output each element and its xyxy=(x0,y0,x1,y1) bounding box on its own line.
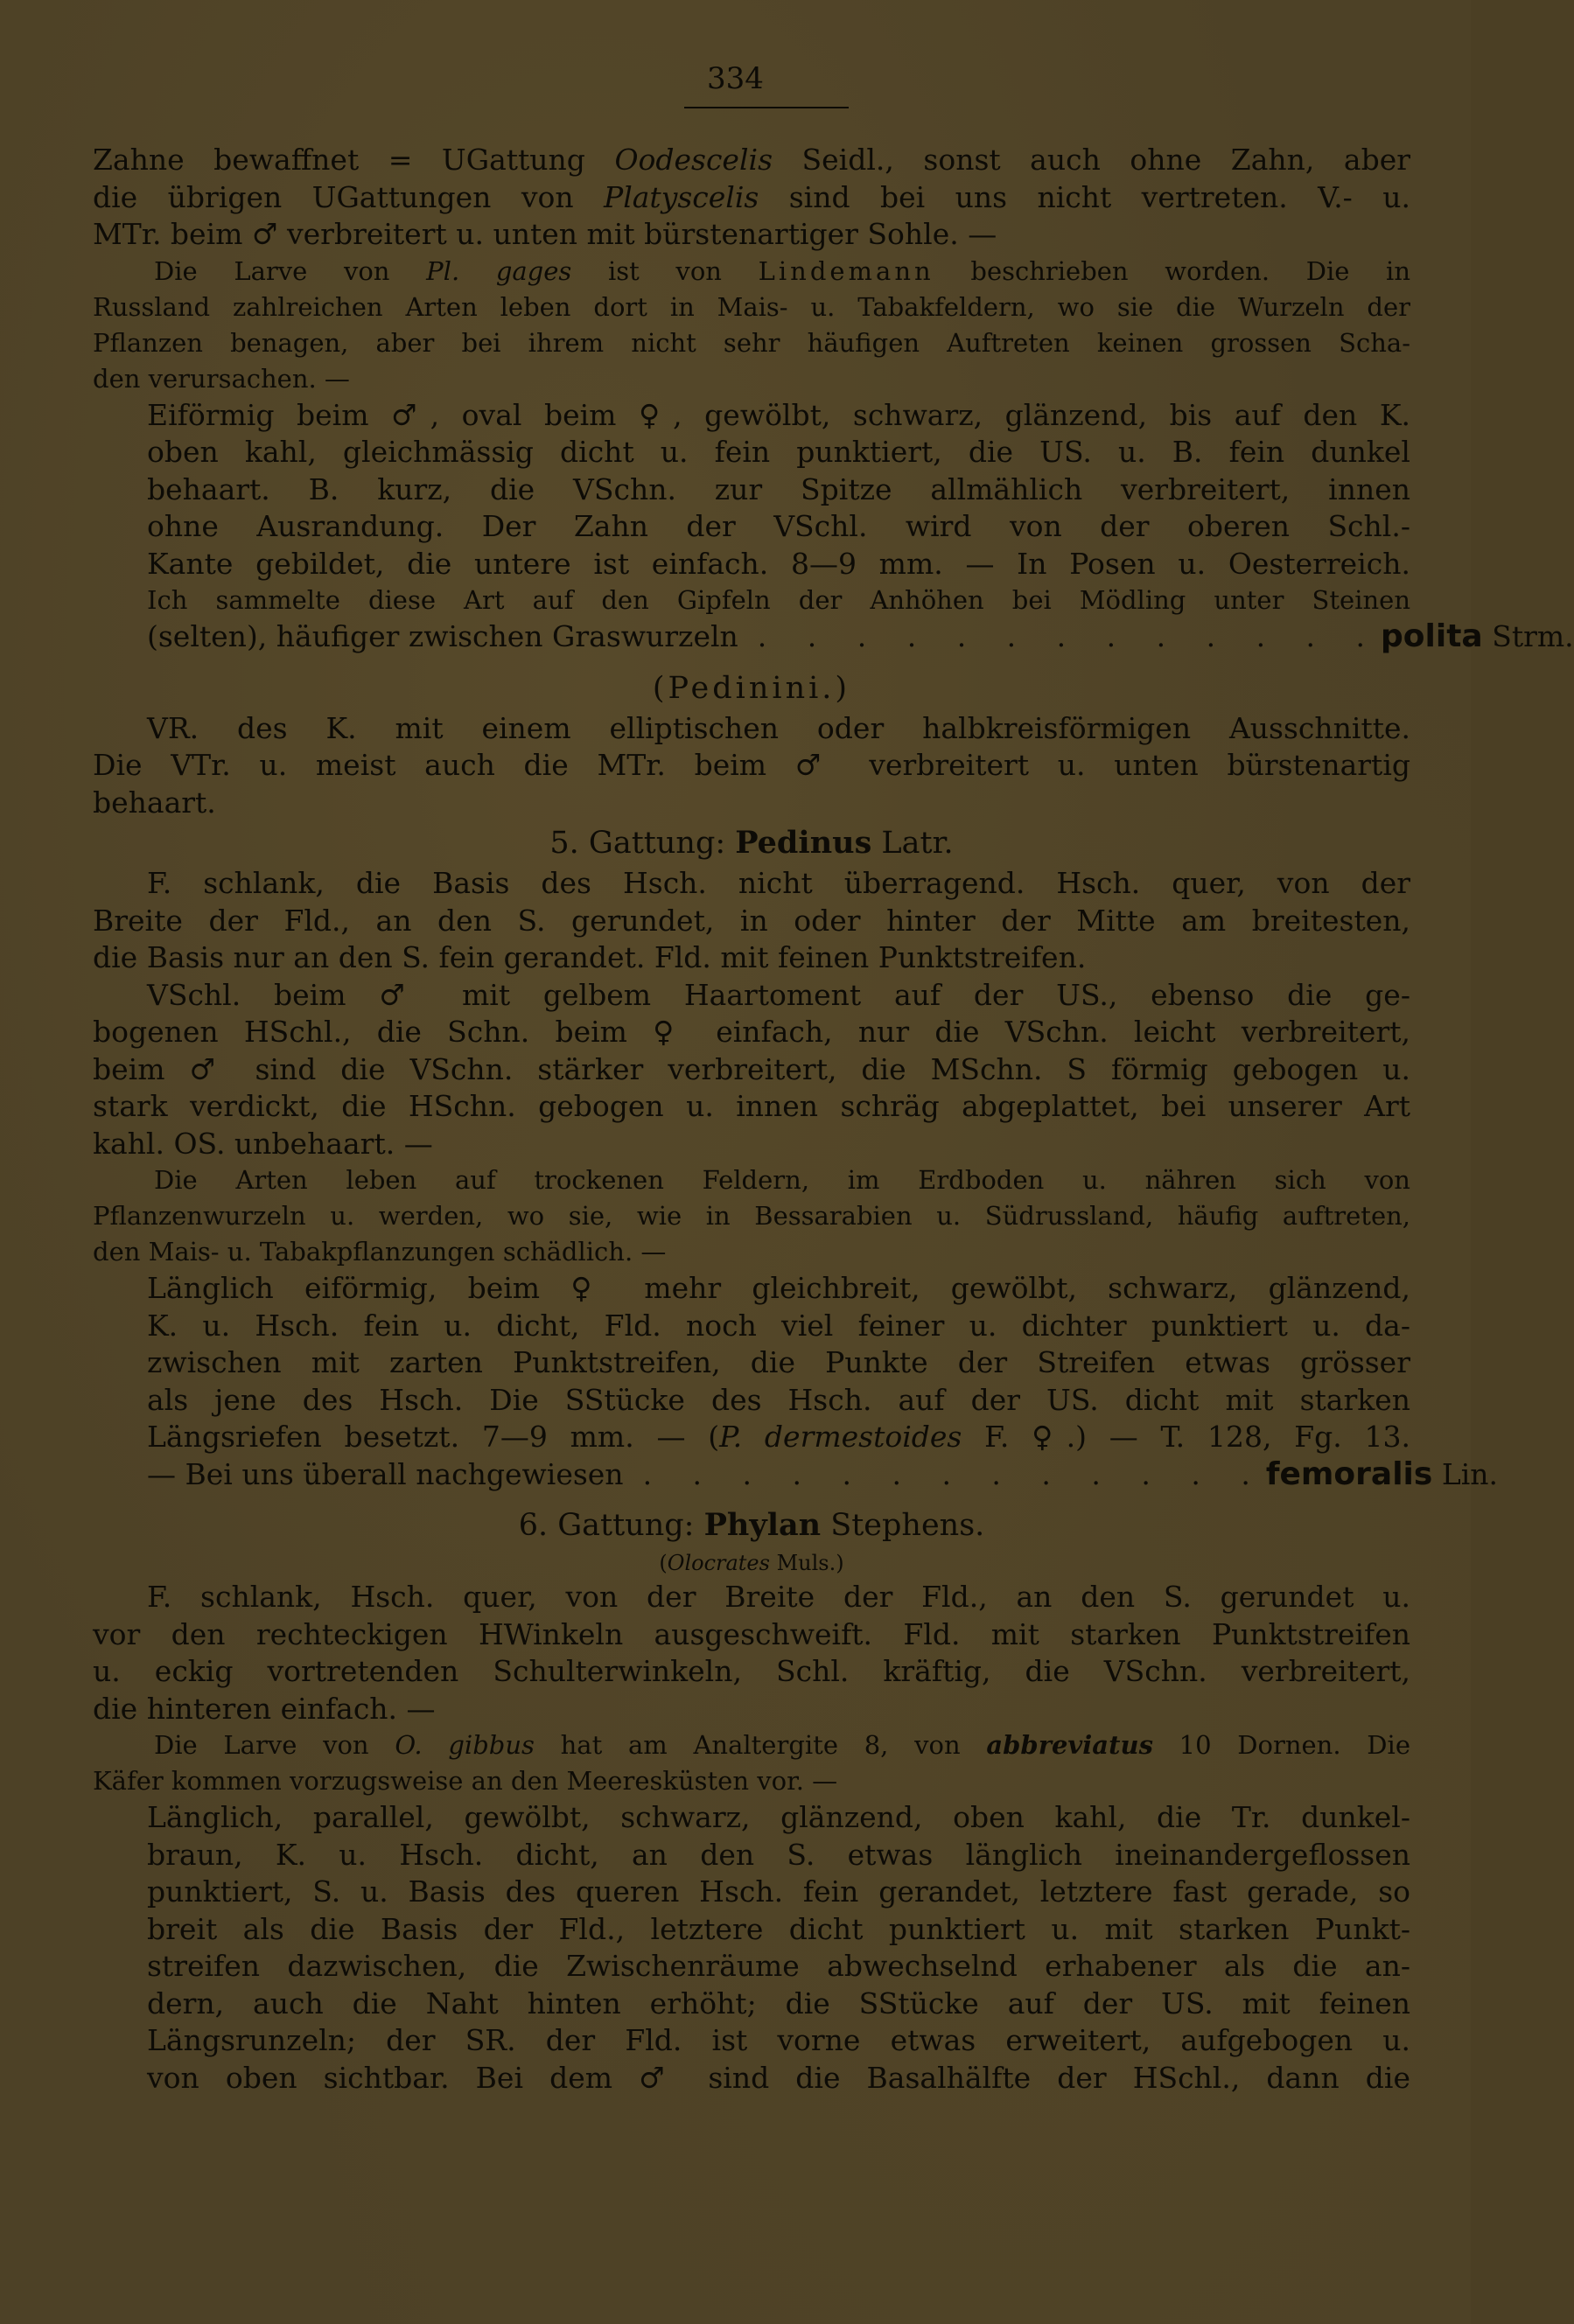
text-line: u. eckig vortretenden Schulterwinkeln, Schl. kräftig, die VSchn. verbreitert, xyxy=(93,1654,1410,1688)
text-run: die übrigen UGattungen von xyxy=(93,179,604,214)
text-line xyxy=(93,1419,1410,1456)
text-line: behaart. xyxy=(93,785,216,820)
note-line: den verursachen. — xyxy=(93,363,350,394)
text-line: die hinteren einfach. — xyxy=(93,1691,436,1726)
text-line: F. schlank, Hsch. quer, von der Breite der Fld., an den S. gerundet u. xyxy=(147,1580,1410,1614)
text-line: von oben sichtbar. Bei dem ♂ sind die Basalhälfte der HSchl., dann die xyxy=(147,2060,1410,2095)
page-number: 334 xyxy=(707,61,764,96)
species-author: Strm. xyxy=(1492,619,1574,653)
note-line: Käfer kommen vorzugsweise an den Meeresküsten vor. — xyxy=(93,1766,838,1796)
text-run: (selten), häufiger zwischen Graswurzeln xyxy=(147,619,738,653)
text-line: bogenen HSchl., die Schn. beim ♀ einfach, nur die VSchn. leicht verbreitert, xyxy=(93,1015,1410,1049)
text-line: dern, auch die Naht hinten erhöht; die SStücke auf der US. mit feinen xyxy=(147,1986,1410,2020)
text-line: kahl. OS. unbehaart. — xyxy=(93,1126,433,1161)
genus-name: Phylan xyxy=(703,1507,822,1543)
species-synonym: P. dermestoides xyxy=(719,1420,962,1454)
text-line: als jene des Hsch. Die SStücke des Hsch. auf der US. dicht mit starken xyxy=(147,1382,1410,1417)
species-name: O. gibbus xyxy=(395,1730,535,1760)
text-run: 6. Gattung: xyxy=(518,1508,704,1543)
text-run: Längsriefen besetzt. 7—9 mm. — ( xyxy=(147,1420,720,1454)
text-line: Länglich eiförmig, beim ♀ mehr gleichbreit, gewölbt, schwarz, glänzend, xyxy=(147,1271,1410,1305)
text-line: die Basis nur an den S. fein gerandet. Fld. mit feinen Punktstreifen. xyxy=(93,940,1087,974)
text-run: sind bei uns nicht vertreten. V.- u. xyxy=(759,179,1410,214)
text-line: beim ♂ sind die VSchn. stärker verbreitert, die MSchn. S förmig gebogen u. xyxy=(93,1051,1410,1086)
genus-name: Oodescelis xyxy=(614,143,773,177)
text-line: F. schlank, die Basis des Hsch. nicht überragend. Hsch. quer, von der xyxy=(147,866,1410,900)
header-rule xyxy=(684,107,849,108)
genus-name: Platyscelis xyxy=(604,179,759,214)
text-line: VSchl. beim ♂ mit gelbem Haartoment auf der US., ebenso die ge- xyxy=(147,977,1410,1012)
text-run: Muls.) xyxy=(769,1551,844,1575)
text-run: F. ♀.) — T. 128, Fg. 13. xyxy=(962,1420,1410,1454)
text-line: K. u. Hsch. fein u. dicht, Fld. noch viel feiner u. dichter punktiert u. da- xyxy=(147,1308,1410,1343)
text-run: hat am Analtergite 8, von xyxy=(534,1730,987,1760)
tribe-heading: (Pedinini.) xyxy=(652,670,851,706)
text-run: Die Larve von xyxy=(154,255,427,286)
genus-heading xyxy=(93,1504,1410,1547)
text-run: Seidl., sonst auch ohne Zahn, aber xyxy=(773,143,1410,177)
text-line: Kante gebildet, die untere ist einfach. 8—9 mm. — In Posen u. Oesterreich. xyxy=(147,546,1410,581)
text-line: stark verdickt, die HSchn. gebogen u. innen schräg abgeplattet, bei unserer Art xyxy=(93,1089,1410,1123)
note-line: den Mais- u. Tabakpflanzungen schädlich. — xyxy=(93,1237,667,1267)
text-line: braun, K. u. Hsch. dicht, an den S. etwas länglich ineinandergeflossen xyxy=(147,1837,1410,1872)
text-run: ist von xyxy=(571,255,759,286)
note-line: Die Arten leben auf trockenen Feldern, im Erdboden u. nähren sich von xyxy=(154,1165,1410,1195)
species-name: Pl. gages xyxy=(426,255,572,286)
text-line: Breite der Fld., an den S. gerundet, in oder hinter der Mitte am breitesten, xyxy=(93,903,1410,938)
species-line xyxy=(93,618,1574,656)
dot-leader: . . . . . . . . . . . . . xyxy=(642,1456,1266,1491)
species-name: abbreviatus xyxy=(986,1730,1153,1760)
text-run: Latr. xyxy=(871,826,954,861)
note-line xyxy=(93,254,1410,290)
note-line: Pflanzenwurzeln u. werden, wo sie, wie in Bessarabien u. Südrussland, häufig auftreten, xyxy=(93,1201,1410,1231)
text-run: — Bei uns überall nachgewiesen xyxy=(147,1456,624,1491)
text-line: breit als die Basis der Fld., letztere dicht punktiert u. mit starken Punkt- xyxy=(147,1911,1410,1946)
text-line: MTr. beim ♂ verbreitert u. unten mit bürstenartiger Sohle. — xyxy=(93,217,997,251)
text-line: zwischen mit zarten Punktstreifen, die Punkte der Streifen etwas grösser xyxy=(147,1345,1410,1379)
text-run: beschrieben worden. Die in xyxy=(934,255,1411,286)
note-line: Pflanzen benagen, aber bei ihrem nicht sehr häufigen Auftreten keinen grossen Scha- xyxy=(93,327,1410,358)
text-line: Die VTr. u. meist auch die MTr. beim ♂ verbreitert u. unten bürstenartig xyxy=(93,748,1410,782)
text-line: vor den rechteckigen HWinkeln ausgeschweift. Fld. mit starken Punktstreifen xyxy=(93,1616,1410,1651)
text-line: Eiförmig beim ♂, oval beim ♀, gewölbt, schwarz, glänzend, bis auf den K. xyxy=(147,397,1410,432)
text-line: Ich sammelte diese Art auf den Gipfeln der Anhöhen bei Mödling unter Steinen xyxy=(147,585,1410,615)
genus-name: Pedinus xyxy=(735,825,872,861)
text-run: Stephens. xyxy=(821,1508,985,1543)
text-line: Längsrunzeln; der SR. der Fld. ist vorne etwas erweitert, aufgebogen u. xyxy=(147,2023,1410,2057)
page-body xyxy=(93,142,1574,2097)
text-line: behaart. B. kurz, die VSchn. zur Spitze allmählich verbreitert, innen xyxy=(147,471,1410,506)
text-line: ohne Ausrandung. Der Zahn der VSchl. wird von der oberen Schl.- xyxy=(147,509,1410,543)
text-line: VR. des K. mit einem elliptischen oder halbkreisförmigen Ausschnitte. xyxy=(147,710,1410,745)
genus-synonym xyxy=(93,1547,1410,1579)
text-run: Zahne bewaffnet = UGattung xyxy=(93,143,615,177)
text-line: Länglich, parallel, gewölbt, schwarz, glänzend, oben kahl, die Tr. dunkel- xyxy=(147,1800,1410,1834)
text-run: Die Larve von xyxy=(154,1730,395,1760)
text-line: oben kahl, gleichmässig dicht u. fein punktiert, die US. u. B. fein dunkel xyxy=(147,435,1410,469)
species-line xyxy=(93,1455,1499,1494)
text-run: 5. Gattung: xyxy=(549,826,736,861)
genus-name: Olocrates xyxy=(667,1551,770,1575)
genus-heading xyxy=(93,821,1410,865)
text-line xyxy=(93,179,1410,217)
species-name: polita xyxy=(1381,618,1483,654)
dot-leader: . . . . . . . . . . . . . xyxy=(757,619,1382,653)
species-name: femoralis xyxy=(1265,1455,1433,1492)
text-run: 10 Dornen. Die xyxy=(1152,1730,1410,1760)
note-line: Russland zahlreichen Arten leben dort in Mais- u. Tabakfeldern, wo sie die Wurzeln der xyxy=(93,291,1410,322)
text-line xyxy=(93,142,1410,179)
text-line: punktiert, S. u. Basis des queren Hsch. fein gerandet, letztere fast gerade, so xyxy=(147,1874,1410,1909)
species-author: Lin. xyxy=(1441,1456,1499,1491)
text-line: streifen dazwischen, die Zwischenräume abwechselnd erhabener als die an- xyxy=(147,1949,1410,1983)
note-line xyxy=(93,1727,1410,1763)
text-run: ( xyxy=(659,1551,668,1575)
author-name: Lindemann xyxy=(758,255,934,286)
